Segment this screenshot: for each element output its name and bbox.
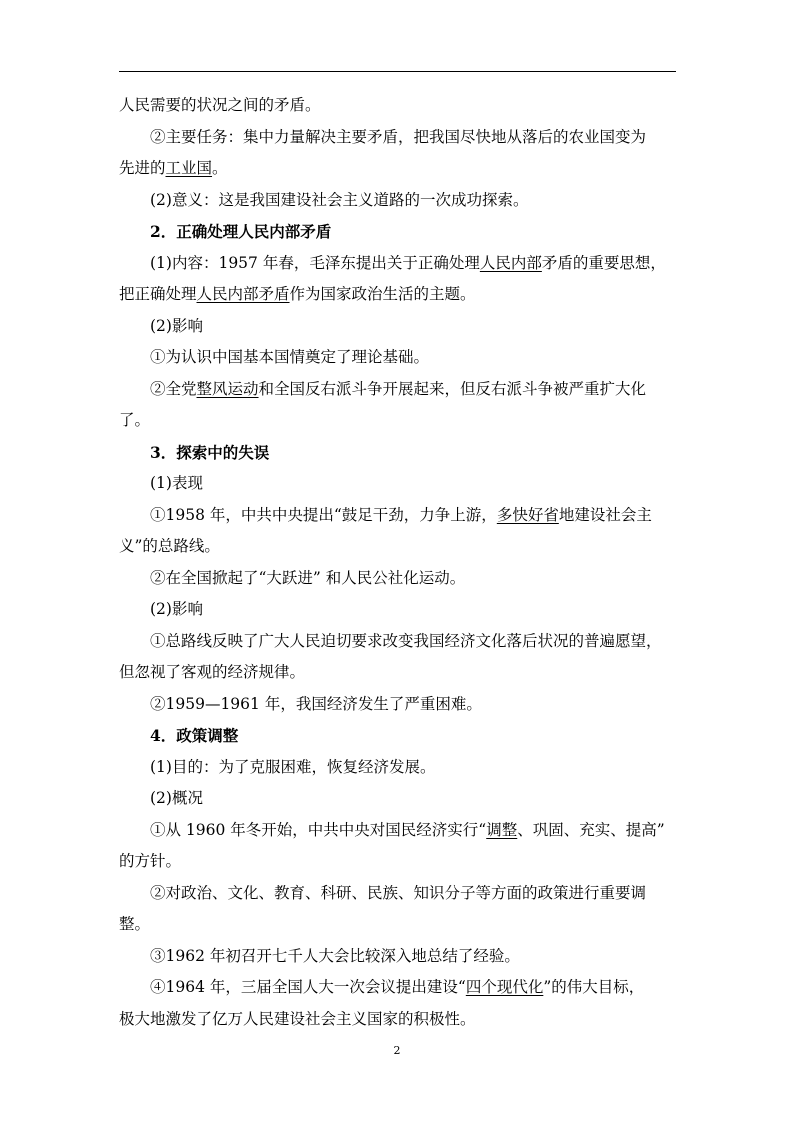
text-segment: 地建设社会主: [558, 505, 652, 524]
text-segment: (1)表现: [150, 474, 203, 492]
text-line: [119, 972, 679, 1004]
text-line: [119, 1004, 679, 1036]
text-line: [119, 311, 679, 343]
text-line: [119, 689, 679, 721]
text-segment: (2)影响: [150, 316, 203, 335]
text-line: [119, 342, 679, 374]
text-segment: 、巩固、充实、提高”: [517, 820, 665, 839]
text-line: [119, 185, 679, 217]
document-body: [119, 90, 679, 1035]
text-segment: ②对政治、文化、教育、科研、民族、知识分子等方面的政策进行重要调: [150, 883, 647, 902]
text-segment: 2．正确处理人民内部矛盾: [150, 222, 332, 241]
text-line: [119, 122, 679, 154]
text-line: [119, 752, 679, 784]
text-segment: ①从 1960 年冬开始，中共中央对国民经济实行“: [150, 820, 487, 839]
text-segment: ①1958 年，中共中央提出“鼓足干劲，力争上游，: [150, 505, 497, 524]
text-line: [119, 909, 679, 941]
text-segment: 极大地激发了亿万人民建设社会主义国家的积极性。: [119, 1009, 476, 1028]
underlined-term: 工业国: [165, 159, 213, 177]
text-segment: 义”的总路线。: [119, 537, 220, 555]
header-rule: [119, 71, 676, 72]
text-line: [119, 531, 679, 563]
text-line: [119, 248, 679, 280]
text-line: [119, 90, 679, 122]
text-segment: (1)目的：为了克服困难，恢复经济发展。: [150, 757, 436, 776]
text-line: [119, 878, 679, 910]
text-line: [119, 815, 679, 847]
text-segment: 整。: [119, 915, 151, 933]
underlined-term: 整风运动: [196, 379, 259, 398]
text-line: [119, 153, 679, 185]
text-line: [119, 626, 679, 658]
section-heading: [119, 216, 679, 248]
text-segment: 和全国反右派斗争开展起来，但反右派斗争被严重扩大化: [258, 379, 647, 398]
page-number: 2: [393, 1044, 401, 1057]
text-line: [119, 374, 679, 406]
text-segment: 了。: [119, 411, 151, 429]
text-segment: 的方针。: [119, 852, 182, 870]
text-segment: ②在全国掀起了“大跃进” 和人民公社化运动。: [150, 568, 466, 587]
text-line: [119, 783, 679, 815]
text-segment: ②全党: [150, 379, 197, 398]
text-segment: ④1964 年，三届全国人大一次会议提出建设“: [150, 978, 466, 996]
text-segment: 但忽视了客观的经济规律。: [119, 663, 306, 681]
text-line: [119, 846, 679, 878]
text-segment: ③1962 年初召开七千人大会比较深入地总结了经验。: [150, 946, 520, 965]
text-segment: (2)概况: [150, 789, 203, 807]
section-heading: [119, 437, 679, 469]
section-heading: [119, 720, 679, 752]
text-line: [119, 563, 679, 595]
text-segment: ”的伟大目标，: [543, 978, 645, 996]
text-segment: (1)内容：1957 年春，毛泽东提出关于正确处理: [150, 253, 480, 272]
text-line: [119, 279, 679, 311]
text-segment: ①总路线反映了广大人民迫切要求改变我国经济文化落后状况的普遍愿望，: [150, 631, 662, 650]
underlined-term: 人民内部: [479, 253, 542, 272]
text-segment: ①为认识中国基本国情奠定了理论基础。: [150, 348, 430, 366]
underlined-term: 调整: [486, 820, 518, 839]
underlined-term: 四个现代化: [465, 978, 544, 996]
text-line: [119, 405, 679, 437]
text-segment: 矛盾的重要思想，: [541, 253, 666, 272]
text-line: [119, 941, 679, 973]
text-segment: (2)影响: [150, 600, 203, 618]
text-line: [119, 657, 679, 689]
text-segment: 。: [212, 159, 228, 177]
text-line: [119, 594, 679, 626]
text-segment: (2)意义：这是我国建设社会主义道路的一次成功探索。: [150, 190, 529, 209]
text-segment: 人民需要的状况之间的矛盾。: [119, 96, 321, 114]
text-segment: ②1959—1961 年，我国经济发生了严重困难。: [150, 694, 482, 713]
text-line: [119, 500, 679, 532]
text-segment: 先进的: [119, 159, 166, 177]
text-segment: 3．探索中的失误: [150, 442, 270, 462]
text-line: [119, 468, 679, 500]
text-segment: 把正确处理: [119, 285, 197, 303]
text-segment: 4．政策调整: [150, 726, 239, 745]
underlined-term: 多快好省: [496, 505, 559, 524]
text-segment: ②主要任务：集中力量解决主要矛盾，把我国尽快地从落后的农业国变为: [150, 127, 647, 146]
underlined-term: 人民内部矛盾: [196, 285, 290, 303]
text-segment: 作为国家政治生活的主题。: [289, 285, 476, 303]
